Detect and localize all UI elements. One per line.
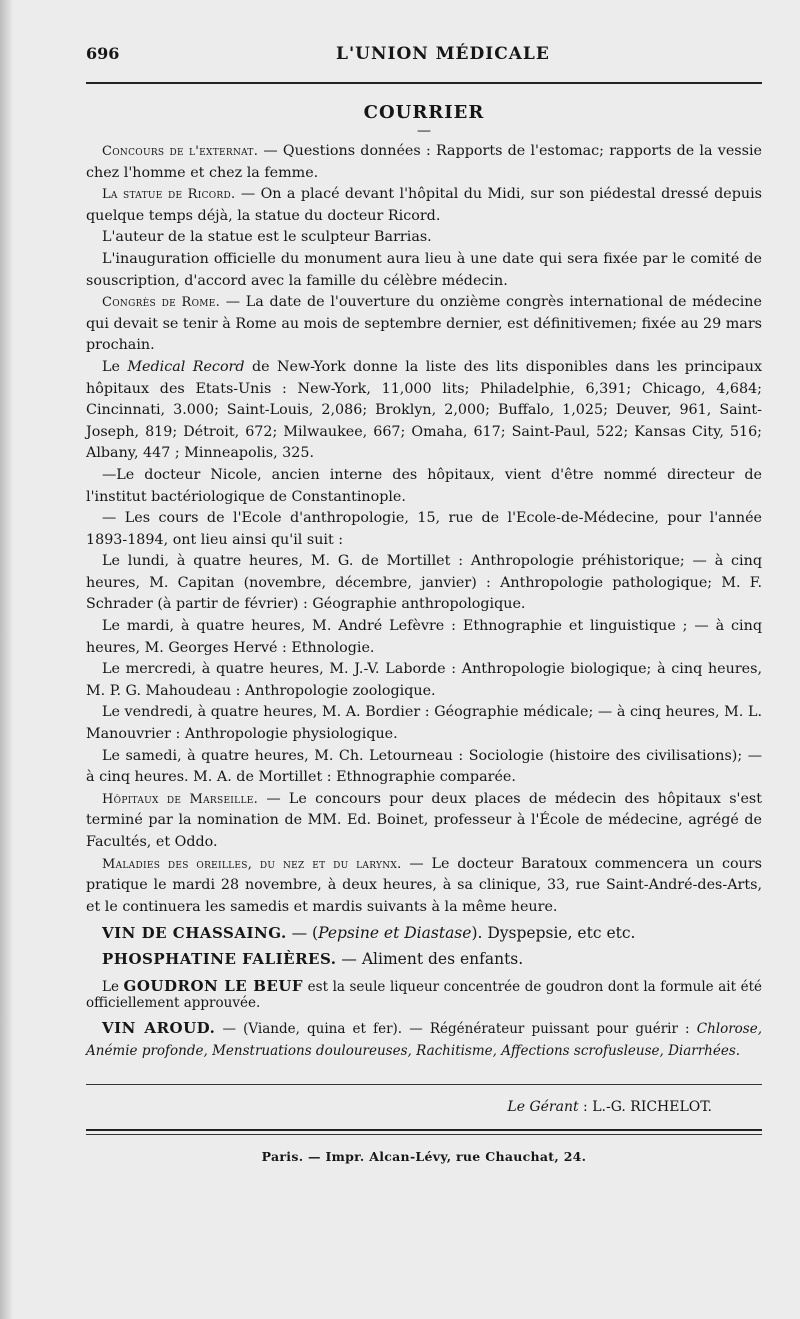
paragraph-medical-record — [86, 357, 762, 465]
paragraph-text: — Le concours pour deux places de médecin des hôpitaux s'est terminé par la nomination de MM. Ed. Boinet, professeur à l'École de médecine, agrégé de Facultés, et Oddo. — [86, 790, 763, 850]
ad-goudron — [86, 978, 762, 1011]
paragraph-inauguration: L'inauguration officielle du monument aura lieu à une date qui sera fixée par le comité de souscription, d'accord avec la famille du célèbre médecin. — [86, 250, 762, 289]
ad-brand: VIN AROUD. — [102, 1019, 216, 1038]
paragraph-statue — [86, 184, 762, 227]
journal-name: Medical Record — [127, 358, 245, 375]
paragraph-mercredi: Le mercredi, à quatre heures, M. J.-V. Laborde : Anthropologie biologique; à cinq heures, M. P. G. Mahoudeau : Anthropologie zoologique. — [86, 661, 762, 699]
paragraph-samedi: Le samedi, à quatre heures, M. Ch. Letourneau : Sociologie (histoire des civilisations); — à cinq heures. M. A. de Mortillet : Ethnographie comparée. — [86, 747, 762, 786]
ad-phosphatine — [86, 946, 762, 972]
article-body — [86, 141, 762, 918]
paragraph-lundi: Le lundi, à quatre heures, M. G. de Mortillet : Anthropologie préhistorique; — à cinq heures, M. Capitan (novembre, décembre, janvier) : Anthropologie pathologique; M. F. Schrader (à partir de février) : Géographie anthropologique. — [86, 553, 762, 613]
rubric-label: Maladies des oreilles, du nez et du larynx. — [102, 856, 402, 872]
ad-text: Le — [102, 979, 124, 996]
paragraph-maladies — [86, 854, 762, 919]
ad-text: est la seule liqueur concentrée de goudron dont la formule ait été officiellement approuvée. — [86, 979, 762, 1012]
printer-imprint: Paris. — Impr. Alcan-Lévy, rue Chauchat, 24. — [261, 1149, 587, 1165]
gerant-line — [86, 1099, 762, 1115]
ad-text: ). Dyspepsie, etc etc. — [471, 924, 636, 943]
imprint-rule-thin — [86, 1134, 762, 1135]
paragraph-concours — [86, 141, 762, 184]
page-number: 696 — [86, 44, 120, 63]
paragraph-marseille — [86, 789, 762, 854]
paragraph-text: de New-York donne la liste des lits disponibles dans les principaux hôpitaux des Etats-Unis : New-York, 11,000 lits; Philadelphie, 6,391; Chicago, 4,684; Cincinnati, 3.000; Saint-Louis, 2,086; Broklyn, 2,000; Buffalo, 1,025; Deuver, 961, Saint-Joseph, 819; Détroit, 672; Milwaukee, 667; Omaha, 617; Saint-Paul, 522; Kansas City, 516; Albany, 447 ; Minneapolis, 325. — [86, 358, 763, 462]
title-dash: — — [417, 123, 431, 139]
ad-brand: PHOSPHATINE FALIÈRES. — [102, 950, 337, 969]
footer-rule — [86, 1084, 762, 1085]
rubric-label: La statue de Ricord. — [102, 187, 236, 203]
header-rule — [86, 82, 762, 84]
paragraph-vendredi: Le vendredi, à quatre heures, M. A. Bordier : Géographie médicale; — à cinq heures, M. L. Manouvrier : Anthropologie physiologique. — [86, 704, 762, 743]
page-header — [86, 0, 762, 76]
rubric-label: Hôpitaux de Marseille. — [102, 791, 259, 807]
ad-italic: Chlorose, Anémie profonde, Menstruations douloureuses, Rachitisme, Affections scrofusleuse, Diarrhées. — [86, 1021, 762, 1060]
paragraph-nicole: —Le docteur Nicole, ancien interne des hôpitaux, vient d'être nommé directeur de l'institut bactériologique de Constantinople. — [86, 466, 762, 505]
ad-text: — Aliment des enfants. — [336, 950, 524, 969]
gerant-label: Le Gérant — [507, 1099, 579, 1116]
ad-brand: GOUDRON LE BEUF — [123, 977, 304, 996]
gerant-name: : L.-G. RICHELOT. — [578, 1099, 712, 1116]
imprint-rule — [86, 1129, 762, 1131]
ad-vin-aroud — [86, 1017, 762, 1062]
ad-italic: Pepsine et Diastase — [318, 924, 472, 943]
ad-text: — ( — [286, 924, 319, 943]
paragraph-cours: — Les cours de l'Ecole d'anthropologie, 15, rue de l'Ecole-de-Médecine, pour l'année 1893-1894, ont lieu ainsi qu'il suit : — [86, 510, 762, 548]
paragraph-text: — On a placé devant l'hôpital du Midi, sur son piédestal dressé depuis quelque temps déjà, la statue du docteur Ricord. — [86, 186, 762, 224]
paragraph-mardi: Le mardi, à quatre heures, M. André Lefèvre : Ethnographie et linguistique ; — à cinq heures, M. Georges Hervé : Ethnologie. — [86, 618, 762, 656]
rubric-label: Concours de l'externat. — [102, 144, 259, 159]
advertisements — [86, 920, 762, 1062]
paragraph-text: — La date de l'ouverture du onzième congrès international de médecine qui devait se tenir à Rome au mois de septembre dernier, est définitivemen; fixée au 29 mars prochain. — [86, 294, 762, 354]
paragraph-text: Le — [102, 358, 128, 375]
rubric-label: Congrès de Rome. — [102, 295, 221, 311]
ad-brand: VIN DE CHASSAING. — [102, 924, 287, 943]
paragraph-congres — [86, 292, 762, 357]
ad-vin-chassaing — [86, 920, 762, 946]
running-title: L'UNION MÉDICALE — [336, 44, 550, 64]
paragraph-text: — Questions données : Rapports de l'estomac; rapports de la vessie chez l'homme et chez la femme. — [86, 143, 762, 181]
section-title: COURRIER — [363, 102, 485, 123]
ad-text: — (Viande, quina et fer). — Régénérateur puissant pour guérir : — [215, 1021, 697, 1038]
paragraph-auteur: L'auteur de la statue est le sculpteur Barrias. — [102, 229, 432, 246]
paragraph-text: — Le docteur Baratoux commencera un cours pratique le mardi 28 novembre, à deux heures, à sa clinique, 33, rue Saint-André-des-Arts, et le continuera les samedis et mardis suivants à la même heure. — [86, 855, 762, 915]
